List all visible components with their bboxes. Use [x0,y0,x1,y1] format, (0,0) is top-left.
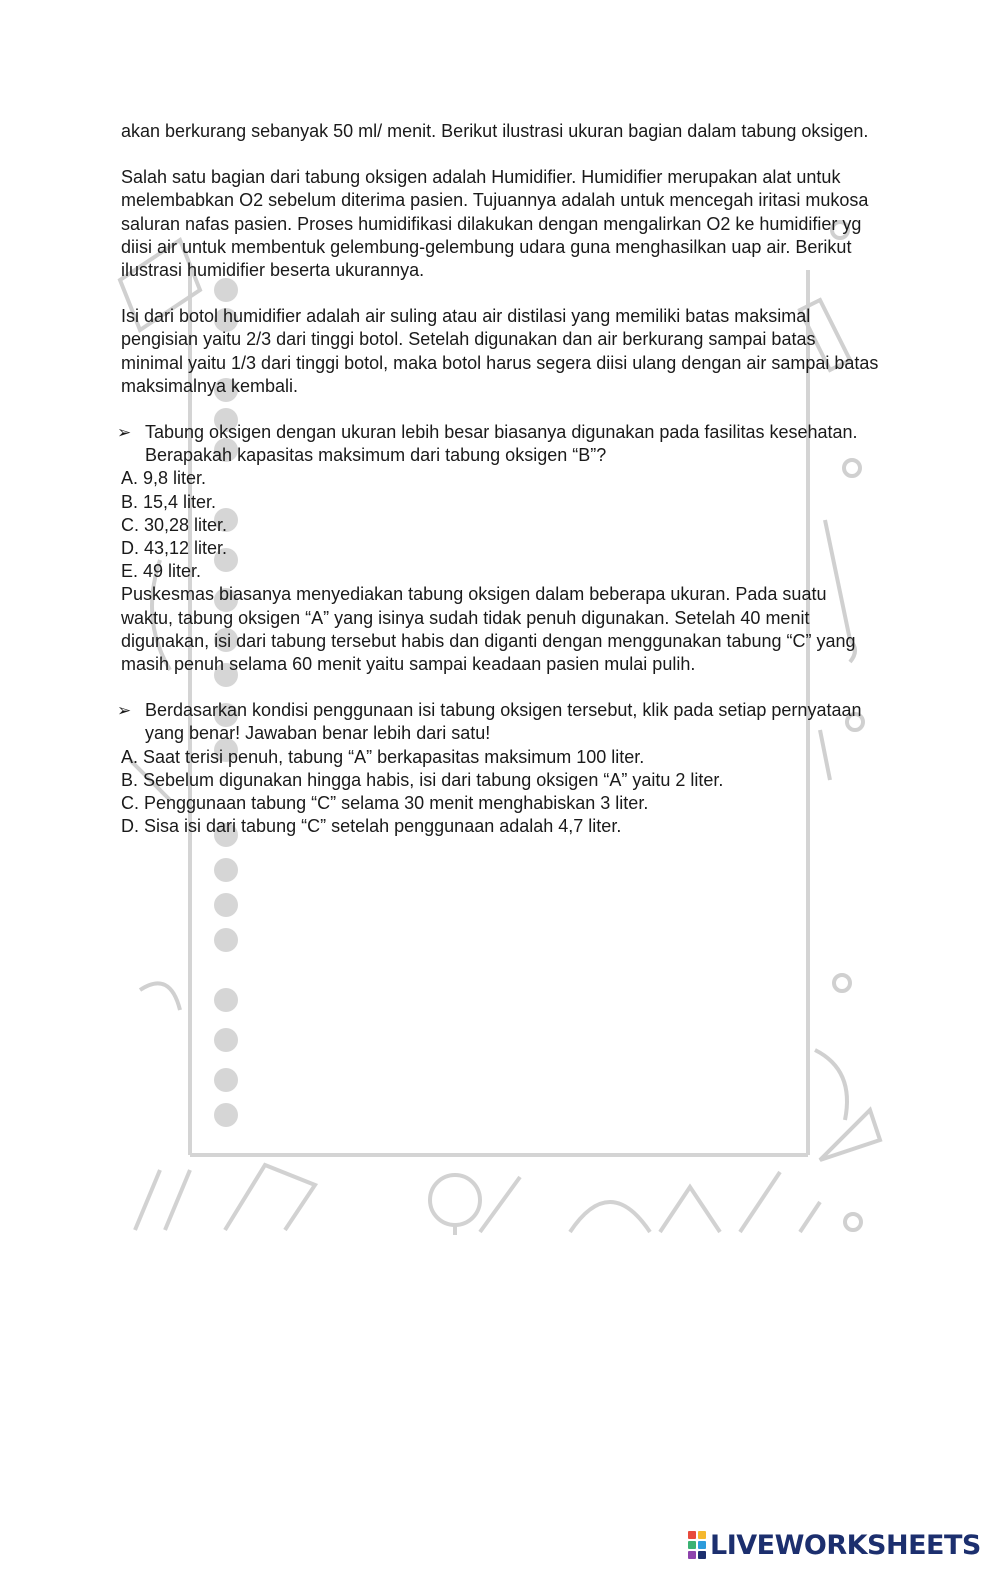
logo-grid-icon [688,1531,706,1559]
logo-text: LIVEWORKSHEETS [710,1529,981,1561]
q2-option-b[interactable]: B. Sebelum digunakan hingga habis, isi dari tabung oksigen “A” yaitu 2 liter. [121,769,724,790]
q2-option-a[interactable]: A. Saat terisi penuh, tabung “A” berkapasitas maksimum 100 liter. [121,746,645,767]
intro-paragraph: akan berkurang sebanyak 50 ml/ menit. Berikut ilustrasi ukuran bagian dalam tabung oksigen. [121,121,869,141]
question-1 [117,421,881,467]
q1-option-d[interactable]: D. 43,12 liter. [121,538,228,559]
question-1-text: Tabung oksigen dengan ukuran lebih besar biasanya digunakan pada fasilitas kesehatan. Berapakah kapasitas maksimum dari tabung oksigen “B”? [145,422,858,466]
q1-option-a[interactable]: A. 9,8 liter. [121,468,207,489]
q1-option-b[interactable]: B. 15,4 liter. [121,491,217,512]
q1-option-c[interactable]: C. 30,28 liter. [121,514,228,535]
worksheet-content [117,120,881,838]
question-2-text: Berdasarkan kondisi penggunaan isi tabung oksigen tersebut, klik pada setiap pernyataan yang benar! Jawaban benar lebih dari satu! [145,700,862,744]
question-2 [117,699,881,745]
humidifier-bottle-paragraph: Isi dari botol humidifier adalah air suling atau air distilasi yang memiliki batas maksimal pengisian yaitu 2/3 dari tinggi botol. Setelah digunakan dan air berkurang sampai batas minimal yaitu 1/3 dari tinggi botol, maka botol harus segera diisi ulang dengan air sampai batas maksimalnya kembali. [121,306,879,396]
q2-option-d[interactable]: D. Sisa isi dari tabung “C” setelah penggunaan adalah 4,7 liter. [121,816,622,837]
q2-option-c[interactable]: C. Penggunaan tabung “C” selama 30 menit menghabiskan 3 liter. [121,793,649,814]
q1-option-e[interactable]: E. 49 liter. [121,561,202,582]
humidifier-paragraph: Salah satu bagian dari tabung oksigen adalah Humidifier. Humidifier merupakan alat untuk melembabkan O2 sebelum diterima pasien. Tujuannya adalah untuk mencegah iritasi mukosa saluran nafas pasien. Proses humidifikasi dilakukan dengan mengalirkan O2 ke humidifier yg diisi air untuk membentuk gelembung-gelembung udara guna menghasilkan uap air. Berikut ilustrasi humidifier beserta ukurannya. [121,167,869,281]
liveworksheets-logo[interactable] [688,1528,981,1562]
puskesmas-paragraph: Puskesmas biasanya menyediakan tabung oksigen dalam beberapa ukuran. Pada suatu waktu, tabung oksigen “A” yang isinya sudah tidak penuh digunakan. Setelah 40 menit digunakan, isi dari tabung tersebut habis dan diganti dengan menggunakan tabung “C” yang masih penuh selama 60 menit yaitu sampai keadaan pasien mulai pulih. [121,584,856,675]
arrow-bullet-icon: ➢ [117,701,132,721]
arrow-bullet-icon: ➢ [117,423,132,443]
